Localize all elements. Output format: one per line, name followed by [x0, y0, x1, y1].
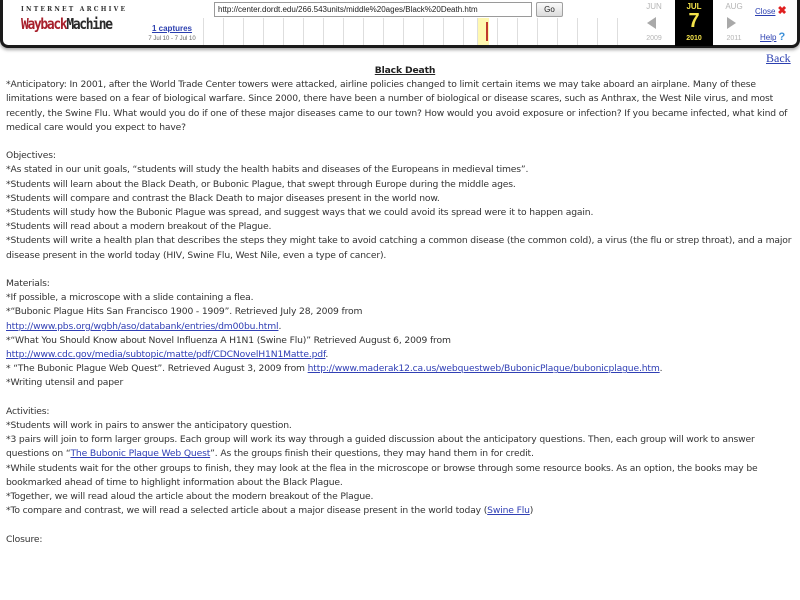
timeline-tick: [383, 18, 384, 45]
wayback-machine-wordmark: WaybackMachine: [21, 15, 112, 33]
capture-timeline[interactable]: [203, 18, 635, 45]
timeline-tick: [323, 18, 324, 45]
timeline-tick: [363, 18, 364, 45]
cdc-link[interactable]: http://www.cdc.gov/media/subtopic/matte/pdf/CDCNovelH1N1Matte.pdf: [6, 349, 326, 361]
help-icon[interactable]: ?: [778, 31, 786, 43]
pbs-link[interactable]: http://www.pbs.org/wgbh/aso/databank/entries/dm00bu.html: [6, 320, 279, 332]
material-item: *Writing utensil and paper: [6, 377, 124, 389]
current-day-label: 7: [688, 10, 700, 32]
capture-marker[interactable]: [486, 22, 488, 41]
timeline-tick: [537, 18, 538, 45]
prev-year-label: 2009: [646, 35, 662, 42]
page-title: Black Death: [374, 65, 436, 76]
timeline-tick: [577, 18, 578, 45]
arrow-left-icon[interactable]: [647, 17, 656, 29]
current-capture-date: [675, 0, 713, 46]
timeline-tick: [517, 18, 518, 45]
wayback-logo[interactable]: [21, 6, 128, 42]
timeline-tick: [343, 18, 344, 45]
anticipatory-paragraph: *Anticipatory: In 2001, after the World Trade Center towers were attacked, airline policies changed to limit certain items we may take aboard an airplane. Many of these limitations were based on a fear of biological warfare. Since 2000, there have been a number of biological or disease scares, such as Anthrax, the West Nile virus, and most recently, the Swine Flu. What would you do if one of these major diseases came to our town? How would you avoid exposure or infection? If you became infected, what kind of medical care would you expect to have?: [6, 79, 788, 133]
material-item-link-row: http://www.cdc.gov/media/subtopic/matte/pdf/CDCNovelH1N1Matte.pdf.: [6, 349, 329, 361]
captures-link[interactable]: 1 captures: [151, 24, 193, 33]
timeline-tick: [303, 18, 304, 45]
timeline-tick: [617, 18, 618, 45]
timeline-tick: [263, 18, 264, 45]
activity-item: *While students wait for the other groups to finish, they may look at the flea in the microscope or browse through some resource books. As an option, the books may be bookmarked ahead of time to highlight information about the Black Plague.: [6, 462, 758, 488]
swine-flu-link[interactable]: Swine Flu: [487, 505, 530, 517]
objectives-heading: Objectives:: [6, 150, 56, 162]
maderak12-link[interactable]: http://www.maderak12.ca.us/webquestweb/BubonicPlague/bubonicplague.htm: [307, 363, 660, 375]
current-month-label: JUL: [686, 2, 702, 11]
material-item-link-row: http://www.pbs.org/wgbh/aso/databank/entries/dm00bu.html.: [6, 320, 282, 332]
help[interactable]: [760, 31, 785, 43]
web-quest-link[interactable]: The Bubonic Plague Web Quest: [70, 448, 211, 460]
timeline-tick: [403, 18, 404, 45]
material-item: *“Bubonic Plague Hits San Francisco 1900 - 1909”. Retrieved July 28, 2009 from: [6, 306, 363, 318]
timeline-tick: [557, 18, 558, 45]
timeline-tick: [443, 18, 444, 45]
objective-item: *Students will read about a modern breakout of the Plague.: [6, 221, 272, 233]
timeline-tick: [477, 18, 478, 45]
timeline-tick: [597, 18, 598, 45]
closure-heading: Closure:: [6, 533, 43, 545]
captures-range: 7 Jul 10 - 7 Jul 10: [148, 36, 196, 42]
calendar-navigator: [635, 0, 753, 46]
help-link[interactable]: Help: [760, 33, 777, 42]
objective-item: *Students will write a health plan that describes the steps they might take to avoid catching a common disease (the common cold), a virus (the flu or strep throat), and a major disease present in the world today (HIV, Swine Flu, West Nile, even a type of cancer).: [6, 235, 792, 261]
timeline-tick: [243, 18, 244, 45]
prev-month-label: JUN: [646, 2, 662, 11]
material-item: * “The Bubonic Plague Web Quest”. Retrieved August 3, 2009 from http://www.maderak12.ca.us/webquestweb/BubonicPlague/bubonicplague.htm.: [6, 363, 663, 375]
current-year-label: 2010: [686, 35, 702, 42]
captures-summary: [143, 24, 201, 42]
timeline-tick: [203, 18, 204, 45]
activity-item: *3 pairs will join to form larger groups. Each group will work its way through a guided discussion about the anticipatory questions. Then, each group will work to answer questions on “The Bubonic Plague Web Quest”. As the groups finish their questions, they may hand them in for credit.: [6, 434, 755, 460]
activity-item: *To compare and contrast, we will read a selected article about a major disease present in the world today (Swine Flu): [6, 505, 534, 517]
activity-item: *Together, we will read aloud the article about the modern breakout of the Plague.: [6, 491, 374, 503]
lesson-document: [6, 64, 796, 547]
timeline-tick: [283, 18, 284, 45]
materials-heading: Materials:: [6, 278, 50, 290]
next-month-label: AUG: [725, 2, 743, 11]
activities-heading: Activities:: [6, 405, 50, 417]
close-icon[interactable]: ✖: [777, 5, 787, 17]
close-toolbar[interactable]: [755, 4, 787, 17]
objective-item: *Students will study how the Bubonic Plague was spread, and suggest ways that we could avoid its spread were it to happen again.: [6, 207, 594, 219]
material-item: *“What You Should Know about Novel Influenza A H1N1 (Swine Flu)” Retrieved August 6, 2009 from: [6, 334, 451, 346]
internet-archive-label: INTERNET ARCHIVE: [21, 6, 128, 13]
timeline-tick: [423, 18, 424, 45]
wayback-toolbar: [0, 0, 800, 48]
back-link[interactable]: Back: [766, 51, 791, 65]
objective-item: *As stated in our unit goals, “students will study the health habits and diseases of the Europeans in medieval times”.: [6, 164, 529, 176]
timeline-tick: [463, 18, 464, 45]
objective-item: *Students will compare and contrast the Black Death to major diseases present in the world now.: [6, 192, 440, 204]
prev-month: [635, 0, 673, 46]
timeline-tick: [223, 18, 224, 45]
objective-item: *Students will learn about the Black Death, or Bubonic Plague, that swept through Europe during the middle ages.: [6, 178, 516, 190]
next-year-label: 2011: [726, 35, 742, 42]
next-month: [715, 0, 753, 46]
wayback-url-input[interactable]: http://center.dordt.edu/266.543units/middle%20ages/Black%20Death.htm: [214, 2, 532, 17]
material-item: *If possible, a microscope with a slide containing a flea.: [6, 292, 254, 304]
timeline-tick: [497, 18, 498, 45]
go-button[interactable]: Go: [536, 2, 563, 17]
arrow-right-icon: [727, 17, 736, 29]
close-link[interactable]: Close: [755, 7, 776, 16]
activity-item: *Students will work in pairs to answer the anticipatory question.: [6, 420, 292, 432]
